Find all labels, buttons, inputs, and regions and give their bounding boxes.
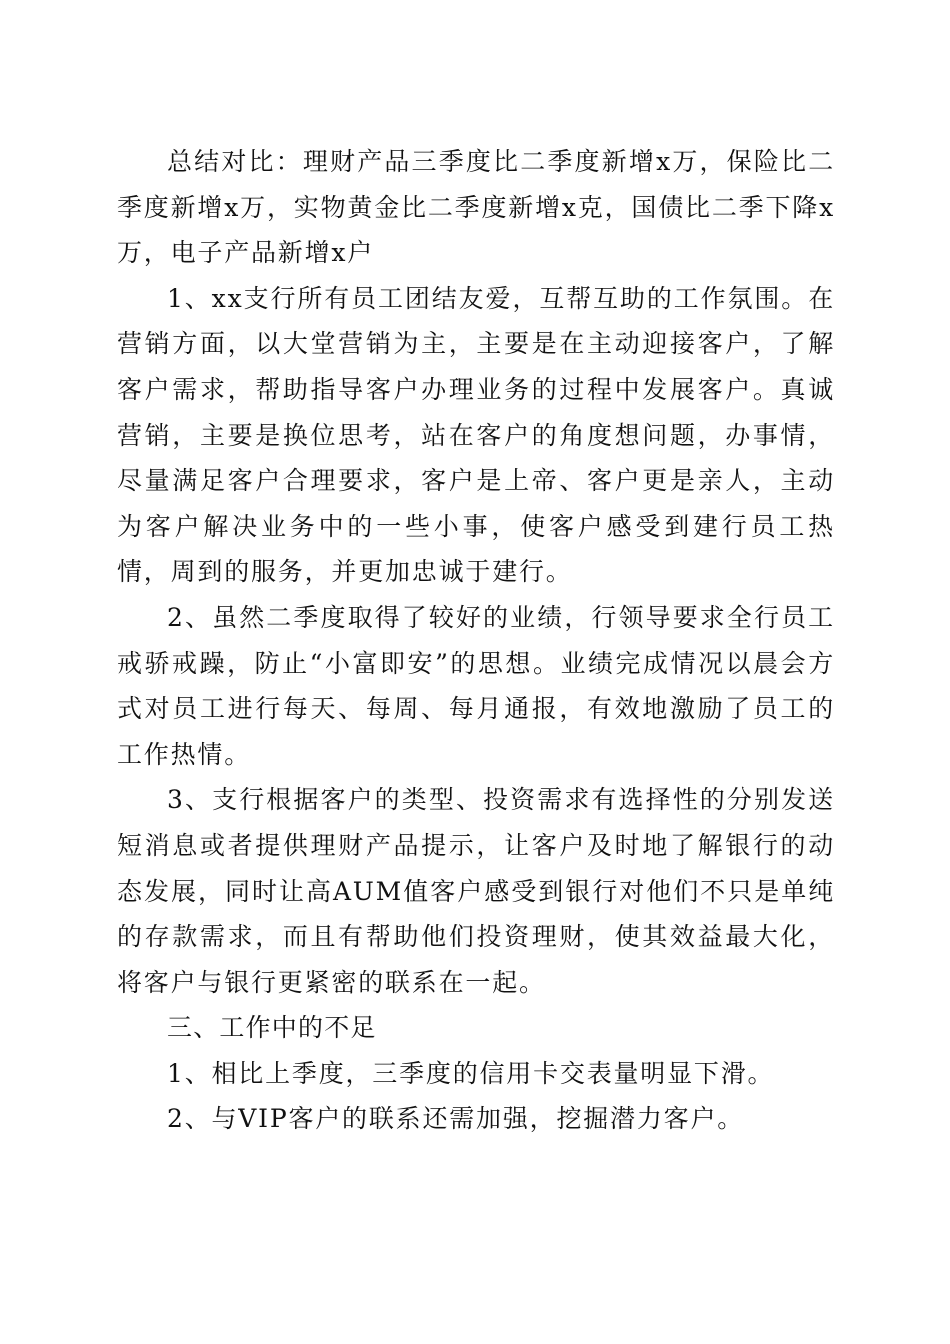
point-3-paragraph: 3、支行根据客户的类型、投资需求有选择性的分别发送短消息或者提供理财产品提示，让客户及时地了解银行的动态发展，同时让高AUM值客户感受到银行对他们不只是单纯的存款需求，而且有帮助他们投资理财，使其效益最大化，将客户与银行更紧密的联系在一起。 bbox=[117, 785, 835, 997]
shortfall-2-paragraph: 2、与VIP客户的联系还需加强，挖掘潜力客户。 bbox=[167, 1104, 745, 1134]
document-body bbox=[117, 139, 835, 1142]
point-1-paragraph: 1、xx支行所有员工团结友爱，互帮互助的工作氛围。在营销方面，以大堂营销为主，主要是在主动迎接客户，了解客户需求，帮助指导客户办理业务的过程中发展客户。真诚营销，主要是换位思考，站在客户的角度想问题，办事情，尽量满足客户合理要求，客户是上帝、客户更是亲人，主动为客户解决业务中的一些小事，使客户感受到建行员工热情，周到的服务，并更加忠诚于建行。 bbox=[117, 283, 835, 587]
shortfall-1-paragraph: 1、相比上季度，三季度的信用卡交表量明显下滑。 bbox=[167, 1058, 775, 1088]
point-2-paragraph: 2、虽然二季度取得了较好的业绩，行领导要求全行员工戒骄戒躁，防止“小富即安”的思想。业绩完成情况以晨会方式对员工进行每天、每周、每月通报，有效地激励了员工的工作热情。 bbox=[117, 602, 835, 769]
summary-paragraph: 总结对比：理财产品三季度比二季度新增x万，保险比二季度新增x万，实物黄金比二季度新增x克，国债比二季下降x万，电子产品新增x户 bbox=[117, 147, 835, 268]
section-3-heading: 三、工作中的不足 bbox=[167, 1013, 377, 1043]
